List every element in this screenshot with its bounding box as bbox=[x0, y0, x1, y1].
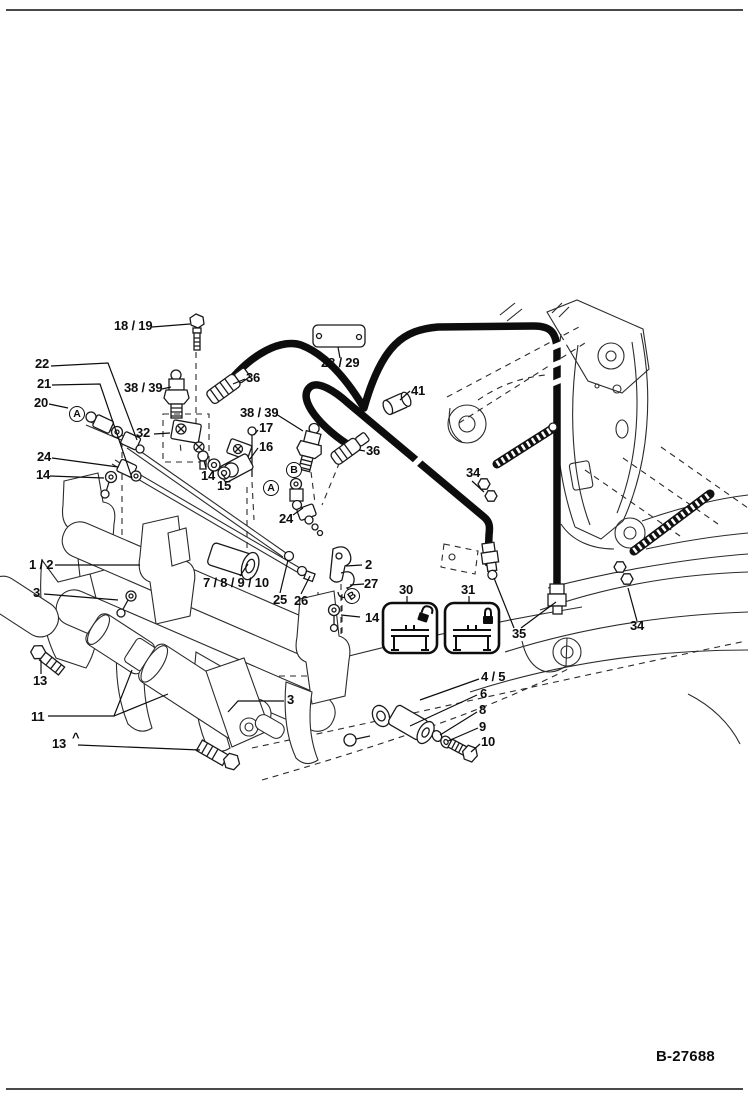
part-callout: 30 bbox=[399, 582, 414, 597]
fitting-34-lower bbox=[614, 562, 633, 584]
part-callout: 13 bbox=[33, 673, 48, 688]
loader-arm-outline bbox=[345, 300, 748, 744]
part-callout: 20 bbox=[34, 395, 49, 410]
clamp-plate-28-29 bbox=[313, 325, 365, 347]
part-callout: 6 bbox=[480, 686, 488, 701]
part-callout: 22 bbox=[35, 356, 50, 371]
part-callout: 36 bbox=[366, 443, 381, 458]
part-callout: 21 bbox=[37, 376, 52, 391]
part-callout: 7 / 8 / 9 / 10 bbox=[203, 575, 269, 590]
port-marker-b: B bbox=[286, 462, 302, 478]
part-callout: 11 bbox=[31, 709, 45, 724]
part-callout: 2 bbox=[365, 557, 373, 572]
part-callout: 4 / 5 bbox=[481, 669, 506, 684]
part-callout: 24 bbox=[37, 449, 52, 464]
hydraulic-hoses bbox=[222, 326, 710, 597]
figure-code: B-27688 bbox=[656, 1048, 715, 1065]
part-callout: 18 / 19 bbox=[114, 318, 153, 333]
part-callout: 10 bbox=[481, 734, 496, 749]
part-callout: 14 bbox=[36, 467, 51, 482]
port-marker-a: A bbox=[263, 480, 279, 496]
port-marker-b: B bbox=[341, 585, 363, 607]
bolt-18-19 bbox=[190, 314, 204, 350]
part-callout: 3 bbox=[287, 692, 295, 707]
part-callout: 15 bbox=[217, 478, 232, 493]
coupler-35-right bbox=[548, 584, 566, 614]
part-callout: ^ bbox=[72, 730, 80, 745]
part-callout: 36 bbox=[246, 370, 261, 385]
fitting-14-mid bbox=[198, 451, 208, 461]
part-callout: 32 bbox=[136, 425, 151, 440]
coupler-35-left bbox=[480, 542, 501, 580]
part-callout: 9 bbox=[479, 719, 487, 734]
hook-2 bbox=[330, 547, 351, 582]
badge-31-locked bbox=[445, 603, 499, 653]
part-callout: 41 bbox=[411, 383, 426, 398]
part-callout: 34 bbox=[630, 618, 645, 633]
part-callout: 1 / 2 bbox=[29, 557, 54, 572]
part-callout: 14 bbox=[365, 610, 380, 625]
fittings-20-21-22 bbox=[86, 412, 144, 453]
part-callout: 31 bbox=[461, 582, 476, 597]
part-callout: 38 / 39 bbox=[240, 405, 279, 420]
part-callout: 8 bbox=[479, 702, 487, 717]
hose-fitting-36-left bbox=[205, 366, 251, 405]
badge-30-unlocked bbox=[383, 603, 437, 653]
part-callout: 27 bbox=[364, 576, 379, 591]
fitting-34-upper bbox=[478, 479, 497, 501]
bushing-41 bbox=[381, 391, 413, 416]
part-callout: 3 bbox=[33, 585, 41, 600]
valve-38-39-left bbox=[164, 370, 189, 418]
port-marker-a: A bbox=[69, 406, 85, 422]
part-callout: 25 bbox=[273, 592, 288, 607]
part-callout: 38 / 39 bbox=[124, 380, 163, 395]
part-callout: 26 bbox=[294, 593, 309, 608]
part-callout: 14 bbox=[201, 468, 216, 483]
part-callout: 13 bbox=[52, 736, 67, 751]
part-callout: 24 bbox=[279, 511, 294, 526]
pivot-pin-set bbox=[344, 703, 480, 764]
part-callout: 35 bbox=[512, 626, 527, 641]
part-callout: 34 bbox=[466, 465, 481, 480]
part-callout: 28 / 29 bbox=[321, 355, 360, 370]
part-callout: 16 bbox=[259, 439, 274, 454]
zerk-14-left bbox=[101, 472, 117, 499]
part-callout: 17 bbox=[259, 420, 274, 435]
